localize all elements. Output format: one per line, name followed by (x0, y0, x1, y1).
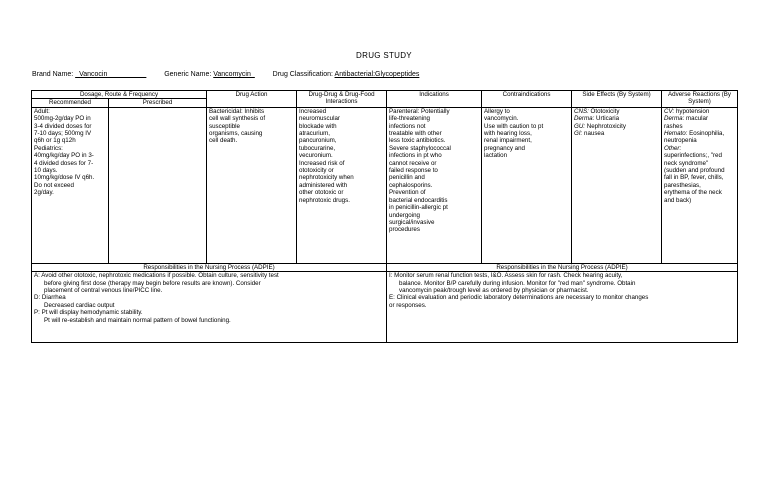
cell-line: less toxic antibiotics. (389, 137, 446, 145)
interactions-cell (297, 107, 387, 263)
indications-header: Indications (387, 91, 482, 108)
responsibility-line: Decreased cardiac output (44, 301, 115, 309)
cell-line: renal impairment, (484, 137, 532, 145)
system-line (664, 189, 735, 196)
cell-line: infections in pt who (389, 152, 442, 160)
system-line (664, 160, 735, 167)
cell-line: Do not exceed (34, 181, 74, 189)
system-text: hypotension (674, 107, 710, 115)
system-line (574, 123, 659, 130)
contraindications-header: Contraindications (482, 91, 572, 108)
cell-line: atracurium, (299, 130, 330, 138)
cell-line: 2g/day. (34, 189, 54, 197)
system-line (664, 197, 735, 204)
system-text: Eosinophilia, (687, 130, 725, 138)
responsibility-line: A: Avoid other ototoxic, nephrotoxic medications if possible. Obtain culture, sensitivity test (34, 272, 279, 280)
cell-line: Increased (299, 107, 327, 115)
cell-line: cephalosporins. (389, 181, 433, 189)
cell-line: Allergy to (484, 107, 510, 115)
cell-line: other ototoxic or (299, 189, 344, 197)
recommended-header: Recommended (32, 99, 109, 107)
cell-line: lactation (484, 152, 508, 160)
system-label: Derma: (574, 115, 595, 123)
cell-line: susceptible (209, 122, 240, 130)
cell-line: ototoxicity or (299, 167, 334, 175)
brand-name-value: _Vancocin__________ (75, 71, 147, 78)
drug-classification-label: Drug Classification: (272, 71, 333, 78)
cell-line: life-threatening (389, 115, 430, 123)
system-line (664, 167, 735, 174)
adverse-reactions-header: Adverse Reactions (By System) (662, 91, 738, 108)
system-text: macular (684, 115, 709, 123)
system-line (664, 182, 735, 189)
system-line (664, 174, 735, 181)
interactions-header: Drug-Drug & Drug-Food Interactions (297, 91, 387, 108)
responsibility-line: or responses. (389, 301, 427, 309)
cell-line: nephrotoxic drugs. (299, 196, 350, 204)
system-text: rashes (664, 122, 683, 130)
system-line (574, 115, 659, 122)
system-text: superinfections;, "red (664, 152, 722, 160)
cell-line: treatable with other (389, 130, 442, 138)
cell-line: q6h or 1g q12h (34, 137, 76, 145)
system-line (664, 115, 735, 122)
system-label: Hemato: (664, 130, 688, 138)
responsibility-line: before giving first dose (therapy may begin before results are known). Consider (44, 279, 261, 287)
cell-line: 3-4 divided doses for (34, 122, 92, 130)
responsibility-line: E: Clinical evaluation and periodic laboratory determinations are necessary to monitor changes (389, 294, 649, 302)
cell-line: with hearing loss, (484, 130, 532, 138)
cell-line: Pediatrics: (34, 144, 63, 152)
prescribed-header: Prescribed (109, 99, 207, 107)
responsibilities-adp-cell (32, 272, 387, 343)
responsibility-line: placement of central venous line/PICC line. (44, 287, 163, 295)
cell-line: organisms, causing (209, 130, 263, 138)
responsibility-line: balance. Monitor B/P carefully during infusion. Monitor for "red man" syndrome. Obtain (399, 279, 636, 287)
system-line (664, 123, 735, 130)
cell-line: surgical/invasive (389, 218, 435, 226)
system-line (574, 108, 659, 115)
responsibility-line: Pt will re-establish and maintain normal pattern of bowel functioning. (44, 316, 231, 324)
cell-line: nephrotoxicity when (299, 174, 354, 182)
cell-line: 500mg-2g/day PO in (34, 115, 91, 123)
cell-line: neuromuscular (299, 115, 340, 123)
system-line (574, 130, 659, 137)
cell-line: Adult: (34, 107, 50, 115)
cell-line: 40mg/kg/day PO in 3- (34, 152, 94, 160)
cell-line: infections not (389, 122, 426, 130)
cell-line: failed response to (389, 167, 438, 175)
contraindications-cell (482, 107, 572, 263)
system-text: Urticaria (594, 115, 620, 123)
cell-line: vancomycin. (484, 115, 519, 123)
system-label: CV: (664, 107, 675, 115)
cell-line: bacterial endocarditis (389, 196, 448, 204)
document-title: DRUG STUDY (356, 51, 412, 60)
cell-line: vecuronium. (299, 152, 333, 160)
system-text: erythema of the neck (664, 189, 722, 197)
system-line (664, 130, 735, 137)
cell-line: 4 divided doses for 7- (34, 159, 94, 167)
side-effects-header: Side Effects (By System) (572, 91, 662, 108)
cell-line: Increased risk of (299, 159, 345, 167)
cell-line: Prevention of (389, 189, 426, 197)
responsibility-line: vancomycin peak/trough level as ordered by physician or pharmacist. (399, 287, 589, 295)
cell-line: Bactericidal: Inhibits (209, 107, 265, 115)
system-text: and back) (664, 196, 692, 204)
cell-line: 10 days. (34, 167, 58, 175)
system-text: (sudden and profound (664, 167, 725, 175)
cell-line: pancuronium, (299, 137, 337, 145)
responsibility-line: I: Monitor serum renal function tests, I&O. Assess skin for rash. Check hearing acuity, (389, 272, 623, 280)
system-label: CNS: (574, 107, 589, 115)
system-text: nausea (582, 130, 605, 138)
system-text: fall in BP, fever, chills, (664, 174, 724, 182)
prescribed-cell (109, 107, 207, 263)
cell-line: procedures (389, 226, 420, 234)
cell-line: in penicillin-allergic pt (389, 204, 448, 212)
cell-line: cannot receive or (389, 159, 437, 167)
responsibilities-header-right: Responsibilities in the Nursing Process (ADPIE) (387, 263, 738, 271)
cell-line: penicillin and (389, 174, 425, 182)
system-label: GU: (574, 122, 586, 130)
cell-line: blockade with (299, 122, 337, 130)
drug-meta-line (32, 71, 419, 78)
responsibilities-ie-cell (387, 272, 738, 343)
recommended-cell (32, 107, 109, 263)
system-line (664, 108, 735, 115)
system-label: GI: (574, 130, 583, 138)
system-line (664, 137, 735, 144)
cell-line: undergoing (389, 211, 420, 219)
responsibilities-header-left: Responsibilities in the Nursing Process (ADPIE) (32, 263, 387, 271)
brand-name-label: Brand Name: (32, 71, 74, 78)
responsibility-line: D: Diarrhea (34, 294, 66, 302)
cell-line: tubocurarine, (299, 144, 336, 152)
system-line (664, 152, 735, 159)
cell-line: Parenteral: Potentially (389, 107, 450, 115)
drug-classification-value: Antibacterial:Glycopeptides (334, 71, 420, 78)
dosage-header: Dosage, Route & Frequency (32, 91, 207, 99)
cell-line: Severe staphylococcal (389, 144, 451, 152)
system-label: Other: (664, 144, 682, 152)
cell-line: administered with (299, 181, 348, 189)
system-line (664, 145, 735, 152)
drug-action-header: Drug Action (207, 91, 297, 108)
system-text: Nephrotoxicity (585, 122, 626, 130)
cell-line: 10mg/kg/dose IV q6h. (34, 174, 95, 182)
adverse-reactions-cell (662, 107, 738, 263)
cell-line: cell death. (209, 137, 238, 145)
side-effects-cell (572, 107, 662, 263)
cell-line: pregnancy and (484, 144, 525, 152)
system-text: Ototoxicity (588, 107, 620, 115)
drug-action-cell (207, 107, 297, 263)
system-text: neutropenia (664, 137, 697, 145)
drug-study-table (31, 90, 738, 343)
cell-line: cell wall synthesis of (209, 115, 266, 123)
indications-cell (387, 107, 482, 263)
generic-name-value: Vancomycin_ (213, 71, 255, 78)
generic-name-label: Generic Name: (164, 71, 212, 78)
cell-line: 7-10 days; 500mg IV (34, 130, 92, 138)
system-text: neck syndrome" (664, 159, 709, 167)
responsibility-line: P: Pt will display hemodynamic stability. (34, 309, 143, 317)
system-text: paresthesias, (664, 181, 701, 189)
cell-line: Use with caution to pt (484, 122, 544, 130)
system-label: Derma: (664, 115, 685, 123)
